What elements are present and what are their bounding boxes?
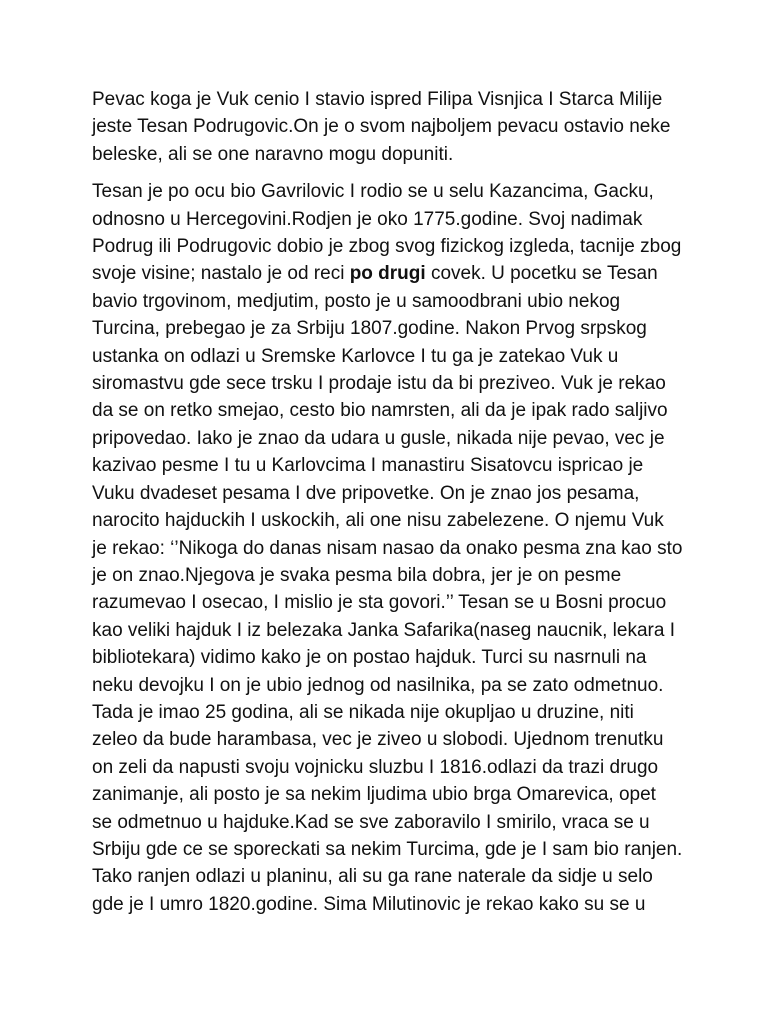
text-line: Turcina, prebegao je za Srbiju 1807.godine. Nakon Prvog srpskog <box>92 318 647 340</box>
text-line: zanimanje, ali posto je sa nekim ljudima ubio brga Omarevica, opet <box>92 784 656 806</box>
text-line: jeste Tesan Podrugovic.On je o svom najboljem pevacu ostavio neke <box>92 116 671 138</box>
text-line: Tako ranjen odlazi u planinu, ali su ga rane naterale da sidje u selo <box>92 866 653 888</box>
paragraph-1 <box>92 86 702 168</box>
text-line: Srbiju gde ce se sporeckati sa nekim Turcima, gde je I sam bio ranjen. <box>92 838 683 860</box>
document-body <box>92 86 702 918</box>
text-line: beleske, ali se one naravno mogu dopuniti. <box>92 143 454 165</box>
text-line: Tesan je po ocu bio Gavrilovic I rodio se u selu Kazancima, Gacku, <box>92 181 654 203</box>
text-line: neku devojku I on je ubio jednog od nasilnika, pa se zato odmetnuo. <box>92 674 664 696</box>
text-line: je on znao.Njegova je svaka pesma bila dobra, jer je on pesme <box>92 564 622 586</box>
text-line: on zeli da napusti svoju vojnicku sluzbu I 1816.odlazi da trazi drugo <box>92 756 659 778</box>
text-line: pripovedao. Iako je znao da udara u gusle, nikada nije pevao, vec je <box>92 427 665 449</box>
text-line: ustanka on odlazi u Sremske Karlovce I tu ga je zatekao Vuk u <box>92 345 619 367</box>
text-line: je rekao: ‘’Nikoga do danas nisam nasao da onako pesma zna kao sto <box>92 537 683 559</box>
text-line: Pevac koga je Vuk cenio I stavio ispred Filipa Visnjica I Starca Milije <box>92 89 663 110</box>
text-line: zeleo da bude harambasa, vec je ziveo u slobodi. Ujednom trenutku <box>92 729 664 751</box>
text-line: gde je I umro 1820.godine. Sima Milutinovic je rekao kako su se u <box>92 893 646 915</box>
text-line-with-bold <box>92 260 702 287</box>
text-line: razumevao I osecao, I mislio je sta govori.’’ Tesan se u Bosni procuo <box>92 592 667 614</box>
text-line: se odmetnuo u hajduke.Kad se sve zaboravilo I smirilo, vraca se u <box>92 811 650 833</box>
text-line: bavio trgovinom, medjutim, posto je u samoodbrani ubio nekog <box>92 290 621 312</box>
text-line: odnosno u Hercegovini.Rodjen je oko 1775.godine. Svoj nadimak <box>92 208 643 230</box>
text-line: Tada je imao 25 godina, ali se nikada nije okupljao u druzine, niti <box>92 701 634 723</box>
text-line: kao veliki hajduk I iz belezaka Janka Safarika(naseg naucnik, lekara I <box>92 619 675 641</box>
text-segment: svoje visine; nastalo je od reci <box>92 263 350 285</box>
text-segment: covek. U pocetku se Tesan <box>425 263 658 285</box>
text-line: Vuku dvadeset pesama I dve pripovetke. On je znao jos pesama, <box>92 482 640 504</box>
paragraph-2 <box>92 178 702 918</box>
text-line: da se on retko smejao, cesto bio namrsten, ali da je ipak rado saljivo <box>92 400 668 422</box>
bold-phrase: po drugi <box>349 263 426 285</box>
text-line: siromastvu gde sece trsku I prodaje istu da bi preziveo. Vuk je rekao <box>92 373 666 395</box>
text-line: narocito hajduckih I uskockih, ali one nisu zabelezene. O njemu Vuk <box>92 510 664 532</box>
text-line: bibliotekara) vidimo kako je on postao hajduk. Turci su nasrnuli na <box>92 647 647 669</box>
text-line: Podrug ili Podrugovic dobio je zbog svog fizickog izgleda, tacnije zbog <box>92 236 682 258</box>
text-line: kazivao pesme I tu u Karlovcima I manastiru Sisatovcu ispricao je <box>92 455 644 477</box>
